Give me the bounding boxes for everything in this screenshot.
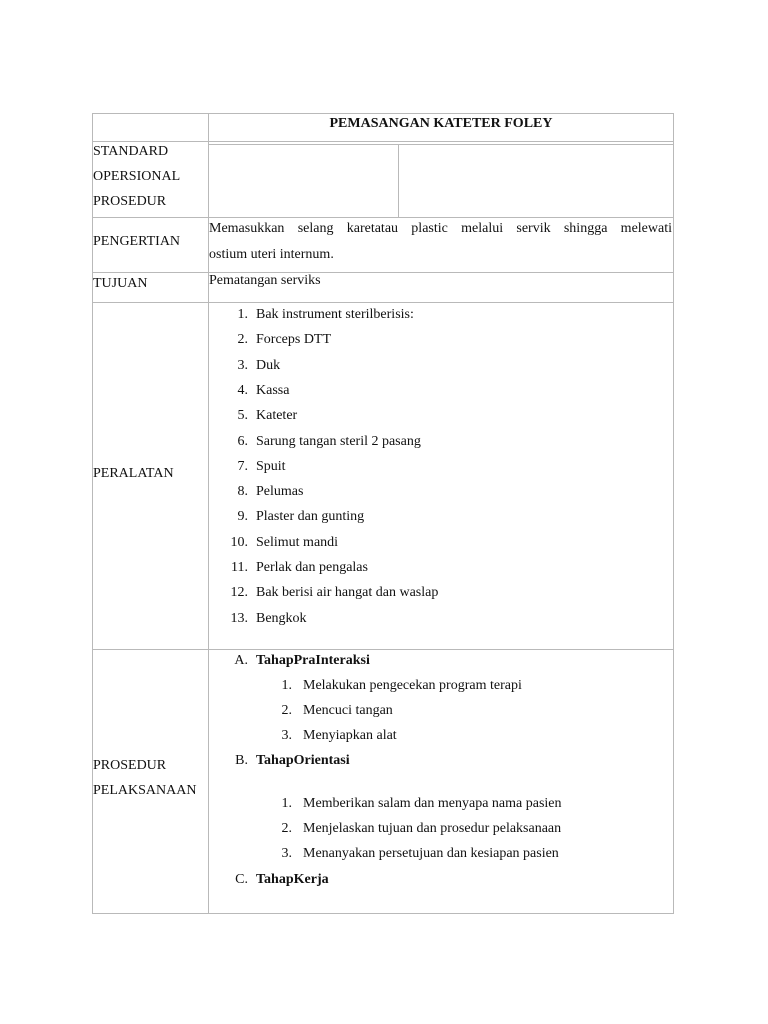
stage-b-step-1-number: 1. <box>281 796 292 811</box>
stage-a-step-1-text: Melakukan pengecekan program terapi <box>303 678 522 693</box>
peralatan-item-8-number: 8. <box>237 484 248 500</box>
peralatan-row-bottom <box>92 649 674 650</box>
pengertian-text-line-2: ostium uteri internum. <box>209 247 334 262</box>
peralatan-item-1-number: 1. <box>237 307 248 322</box>
stage-a-text: TahapPraInteraksi <box>256 653 370 668</box>
stage-b-step-1-text: Memberikan salam dan menyapa nama pasien <box>303 796 562 811</box>
prosedur-label-line-1: PROSEDUR <box>93 758 167 773</box>
pengertian-row-bottom <box>92 272 674 273</box>
stage-a-step-3-text: Menyiapkan alat <box>303 728 397 743</box>
peralatan-item-10-text: Selimut mandi <box>256 534 339 550</box>
peralatan-item-13-number: 13. <box>230 610 248 626</box>
table-border-bottom <box>92 913 674 914</box>
document-title: PEMASANGAN KATETER FOLEY <box>329 116 553 131</box>
peralatan-item-3-number: 3. <box>237 357 248 373</box>
peralatan-item-3-text: Duk <box>256 357 281 373</box>
peralatan-item-5-number: 5. <box>237 408 248 424</box>
peralatan-item-9-text: Plaster dan gunting <box>256 509 365 525</box>
sop-label-line-2: OPERSIONAL <box>93 169 181 184</box>
stage-b-step-2-text: Menjelaskan tujuan dan prosedur pelaksanaan <box>303 821 562 836</box>
peralatan-item-11-text: Perlak dan pengalas <box>256 560 368 575</box>
peralatan-item-4-number: 4. <box>237 382 248 398</box>
tujuan-row-bottom <box>92 302 674 303</box>
prosedur-label-line-2: PELAKSANAAN <box>93 783 197 798</box>
peralatan-item-6-text: Sarung tangan steril 2 pasang <box>256 433 421 449</box>
peralatan-item-9-number: 9. <box>237 509 248 525</box>
pengertian-label: PENGERTIAN <box>93 234 181 249</box>
stage-a-step-1-number: 1. <box>281 678 292 693</box>
pengertian-text-line-1: Memasukkan selang karetatau plastic melalui servik shingga melewati <box>209 221 672 236</box>
peralatan-item-4-text: Kassa <box>256 382 290 398</box>
stage-b-text: TahapOrientasi <box>256 753 350 768</box>
sop-row-bottom <box>92 217 674 218</box>
peralatan-item-10-number: 10. <box>230 534 248 550</box>
peralatan-item-5-text: Kateter <box>256 408 298 424</box>
peralatan-label: PERALATAN <box>93 466 174 481</box>
sop-label-line-3: PROSEDUR <box>93 194 167 209</box>
title-row-bottom <box>92 141 674 142</box>
peralatan-item-7-number: 7. <box>237 458 248 474</box>
sop-label-line-1: STANDARD <box>93 144 169 159</box>
peralatan-item-12-text: Bak berisi air hangat dan waslap <box>256 585 439 601</box>
sop-row-top-inner <box>209 144 674 145</box>
sop-cell-divider <box>398 144 399 217</box>
stage-c-number: C. <box>235 872 248 887</box>
peralatan-item-2-number: 2. <box>237 332 248 348</box>
stage-a-number: A. <box>234 653 248 668</box>
stage-b-step-3-number: 3. <box>281 846 292 861</box>
stage-b-step-2-number: 2. <box>281 821 292 836</box>
table-border-right <box>673 113 674 914</box>
peralatan-item-1-text: Bak instrument sterilberisis: <box>256 307 414 322</box>
table-border-top <box>92 113 674 114</box>
tujuan-label: TUJUAN <box>93 276 148 291</box>
stage-a-step-3-number: 3. <box>281 728 292 743</box>
stage-c-text: TahapKerja <box>256 872 329 887</box>
stage-b-number: B. <box>235 753 248 768</box>
peralatan-item-7-text: Spuit <box>256 458 286 474</box>
stage-a-step-2-number: 2. <box>281 703 292 718</box>
peralatan-item-6-number: 6. <box>237 433 248 449</box>
peralatan-item-13-text: Bengkok <box>256 610 307 626</box>
stage-b-step-3-text: Menanyakan persetujuan dan kesiapan pasien <box>303 846 559 861</box>
peralatan-item-8-text: Pelumas <box>256 484 304 500</box>
tujuan-text: Pematangan serviks <box>209 273 321 288</box>
stage-a-step-2-text: Mencuci tangan <box>303 703 393 718</box>
peralatan-item-2-text: Forceps DTT <box>256 332 332 348</box>
peralatan-item-11-number: 11. <box>231 560 248 575</box>
peralatan-item-12-number: 12. <box>230 585 248 601</box>
